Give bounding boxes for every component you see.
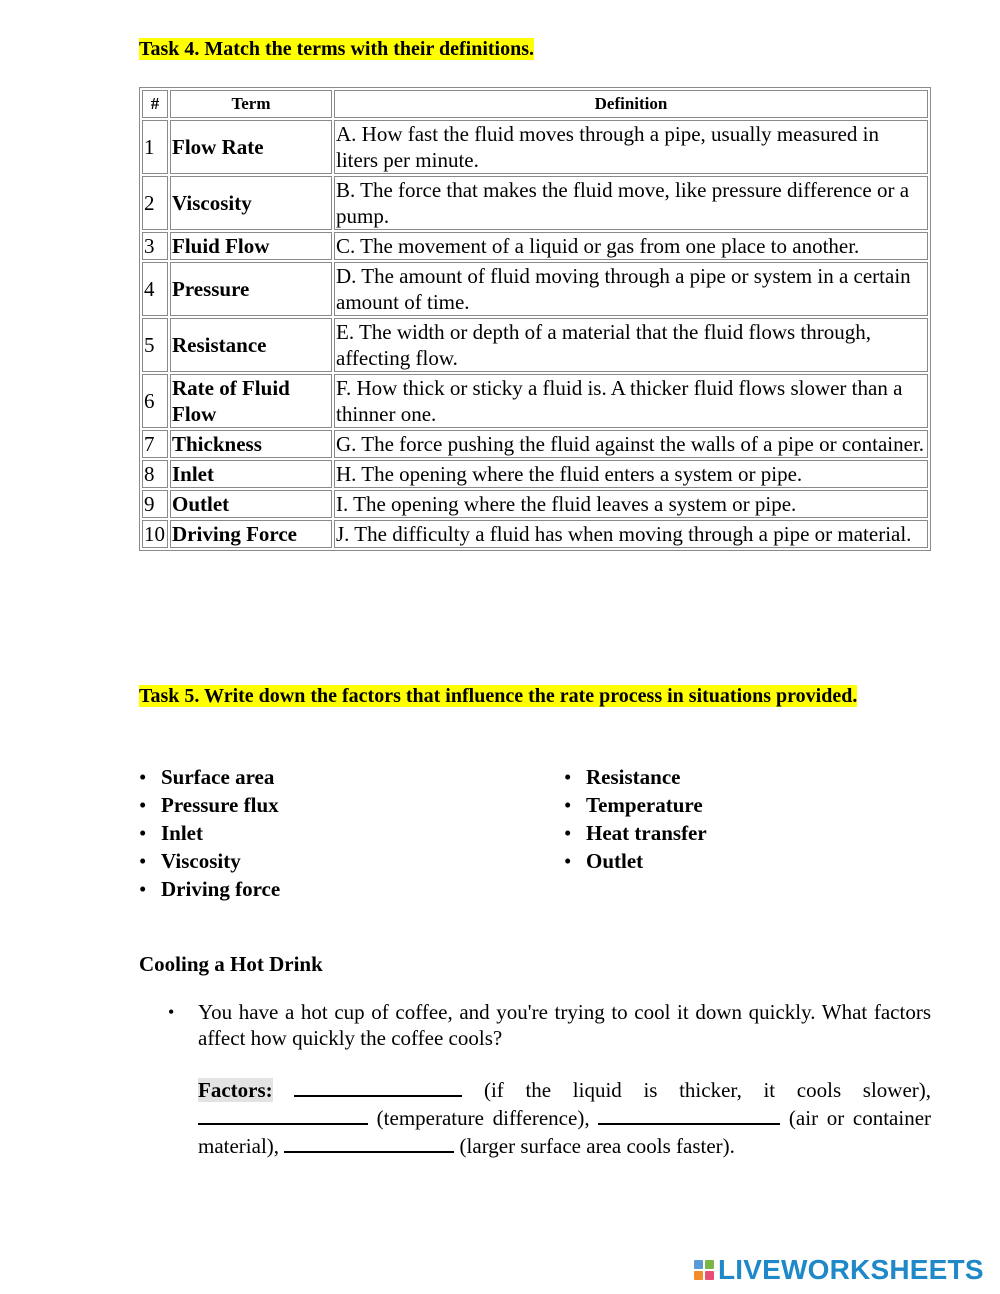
row-term: Inlet xyxy=(170,460,332,488)
row-number: 3 xyxy=(142,232,168,260)
factor-item: • Pressure flux xyxy=(139,791,280,819)
header-definition: Definition xyxy=(334,90,928,118)
header-num: # xyxy=(142,90,168,118)
table-row xyxy=(142,232,928,260)
factor-item: • Heat transfer xyxy=(564,819,707,847)
header-term: Term xyxy=(170,90,332,118)
factor-item: • Inlet xyxy=(139,819,280,847)
row-number: 1 xyxy=(142,120,168,174)
row-definition: H. The opening where the fluid enters a system or pipe. xyxy=(334,460,928,488)
match-table xyxy=(139,87,931,551)
liveworksheets-logo xyxy=(694,1255,984,1285)
table-row xyxy=(142,520,928,548)
logo-text: LIVEWORKSHEETS xyxy=(718,1254,984,1285)
factor-list-right xyxy=(564,763,707,875)
scenario-question: You have a hot cup of coffee, and you're trying to cool it down quickly. What factors affect how quickly the coffee cools? xyxy=(198,1000,931,1050)
row-number: 8 xyxy=(142,460,168,488)
row-term: Resistance xyxy=(170,318,332,372)
table-row xyxy=(142,490,928,518)
row-definition: I. The opening where the fluid leaves a system or pipe. xyxy=(334,490,928,518)
logo-square-icon xyxy=(705,1260,714,1269)
row-term: Rate of Fluid Flow xyxy=(170,374,332,428)
answer-blank-2[interactable] xyxy=(198,1103,368,1125)
row-definition: G. The force pushing the fluid against the walls of a pipe or container. xyxy=(334,430,928,458)
scenario-bullet: • xyxy=(168,1002,175,1022)
answer-blank-4[interactable] xyxy=(284,1131,454,1153)
factor-item: • Resistance xyxy=(564,763,707,791)
row-term: Thickness xyxy=(170,430,332,458)
hint-1: (if the liquid is thicker, it cools slower), xyxy=(483,1078,932,1102)
row-definition: B. The force that makes the fluid move, like pressure difference or a pump. xyxy=(334,176,928,230)
row-number: 6 xyxy=(142,374,168,428)
factor-item: • Driving force xyxy=(139,875,280,903)
table-row xyxy=(142,460,928,488)
table-row xyxy=(142,262,928,316)
table-row xyxy=(142,176,928,230)
row-number: 10 xyxy=(142,520,168,548)
table-row xyxy=(142,430,928,458)
factor-item: • Outlet xyxy=(564,847,707,875)
row-term: Fluid Flow xyxy=(170,232,332,260)
answer-blank-3[interactable] xyxy=(598,1103,780,1125)
logo-square-icon xyxy=(694,1260,703,1269)
scenario-title: Cooling a Hot Drink xyxy=(139,952,323,976)
row-definition: F. How thick or sticky a fluid is. A thicker fluid flows slower than a thinner one. xyxy=(334,374,928,428)
row-term: Flow Rate xyxy=(170,120,332,174)
row-definition: E. The width or depth of a material that the fluid flows through, affecting flow. xyxy=(334,318,928,372)
answer-paragraph xyxy=(198,1075,931,1159)
table-row xyxy=(142,318,928,372)
row-number: 5 xyxy=(142,318,168,372)
row-definition: C. The movement of a liquid or gas from one place to another. xyxy=(334,232,928,260)
row-definition: J. The difficulty a fluid has when moving through a pipe or material. xyxy=(334,520,928,548)
task4-title: Task 4. Match the terms with their definitions. xyxy=(139,38,534,60)
task5-title: Task 5. Write down the factors that influence the rate process in situations provided. xyxy=(139,685,858,707)
table-row xyxy=(142,374,928,428)
factor-item: • Surface area xyxy=(139,763,280,791)
row-number: 9 xyxy=(142,490,168,518)
answer-blank-1[interactable] xyxy=(294,1075,462,1097)
row-term: Outlet xyxy=(170,490,332,518)
row-term: Driving Force xyxy=(170,520,332,548)
row-number: 4 xyxy=(142,262,168,316)
table-header-row xyxy=(142,90,928,118)
row-number: 7 xyxy=(142,430,168,458)
row-term: Viscosity xyxy=(170,176,332,230)
factor-list-left xyxy=(139,763,280,903)
hint-4: (larger surface area cools faster). xyxy=(459,1134,735,1158)
hint-2: (temperature difference), xyxy=(376,1106,590,1130)
row-term: Pressure xyxy=(170,262,332,316)
row-definition: A. How fast the fluid moves through a pipe, usually measured in liters per minute. xyxy=(334,120,928,174)
row-number: 2 xyxy=(142,176,168,230)
row-definition: D. The amount of fluid moving through a pipe or system in a certain amount of time. xyxy=(334,262,928,316)
factor-item: • Viscosity xyxy=(139,847,280,875)
logo-square-icon xyxy=(705,1271,714,1280)
logo-mark-icon xyxy=(694,1260,714,1280)
factor-item: • Temperature xyxy=(564,791,707,819)
table-row xyxy=(142,120,928,174)
hint-3: (air or container material), xyxy=(198,1106,932,1158)
logo-square-icon xyxy=(694,1271,703,1280)
factors-label: Factors: xyxy=(198,1078,273,1102)
